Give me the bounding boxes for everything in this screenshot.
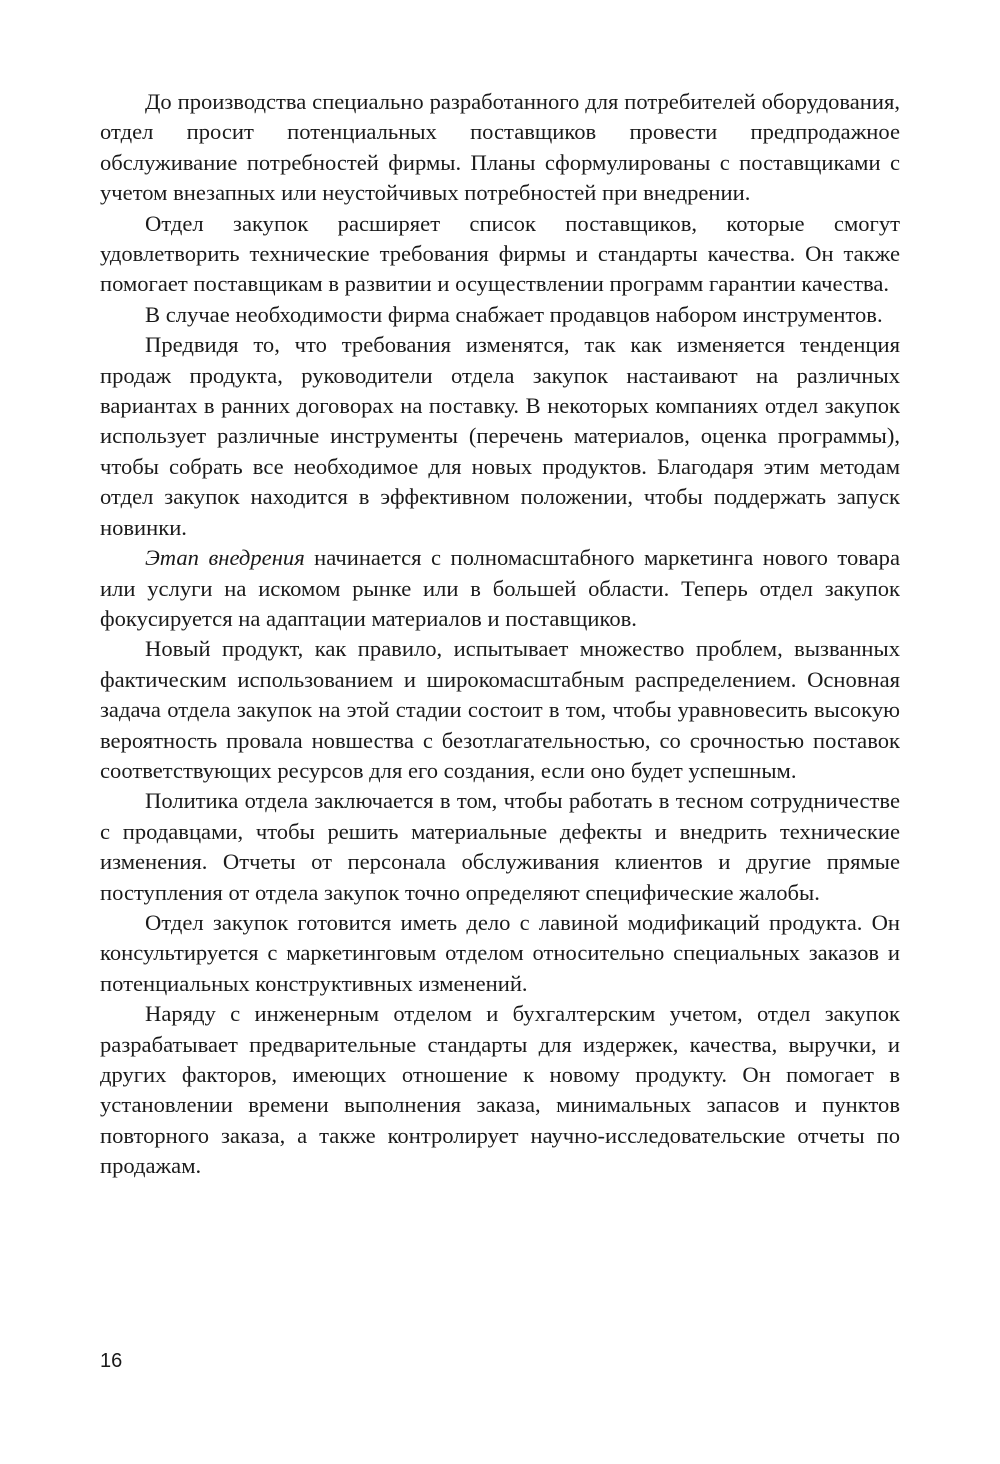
paragraph-4 [100, 330, 900, 543]
paragraph-3-text: В случае необходимости фирма снабжает продавцов набором инструментов. [145, 301, 883, 327]
paragraph-6 [100, 634, 900, 786]
paragraph-8-text: Отдел закупок готовится иметь дело с лавиной модификаций продукта. Он консультируется с маркетинговым отделом относительно специальных заказов и потенциальных конструктивных изменений. [100, 909, 900, 996]
paragraph-8 [100, 908, 900, 999]
paragraph-9-text: Наряду с инженерным отделом и бухгалтерским учетом, отдел закупок разрабатывает предварительные стандарты для издержек, качества, выручки, и других факторов, имеющих отношение к новому продукту. Он помогает в установлении времени выполнения заказа, минимальных запасов и пунктов повторного заказа, а также контролирует научно-исследовательские отчеты по продажам. [100, 1001, 900, 1179]
page-body [100, 87, 900, 1182]
paragraph-7 [100, 786, 900, 908]
page-number: 16 [100, 1350, 123, 1372]
paragraph-6-text: Новый продукт, как правило, испытывает множество проблем, вызванных фактическим использованием и широкомасштабным распределением. Основная задача отдела закупок на этой стадии состоит в том, чтобы уравновесить высокую вероятность провала новшества с безотлагательностью, со срочностью поставок соответствующих ресурсов для его создания, если оно будет успешным. [100, 636, 900, 783]
paragraph-1 [100, 87, 900, 209]
paragraph-5 [100, 543, 900, 634]
paragraph-4-text: Предвидя то, что требования изменятся, так как изменяется тенденция продаж продукта, руководители отдела закупок настаивают на различных вариантах в ранних договорах на поставку. В некоторых компаниях отдел закупок использует различные инструменты (перечень материалов, оценка программы), чтобы собрать все необходимое для новых продуктов. Благодаря этим методам отдел закупок находится в эффективном положении, чтобы поддержать запуск новинки. [100, 332, 900, 540]
paragraph-2 [100, 209, 900, 300]
paragraph-5-italic-term: Этап внедрения [145, 545, 305, 571]
paragraph-3 [100, 300, 900, 330]
paragraph-9 [100, 999, 900, 1181]
paragraph-5-text: начинается с полномасштабного маркетинга нового товара или услуги на искомом рынке или в большей области. Теперь отдел закупок фокусируется на адаптации материалов и поставщиков. [100, 545, 900, 631]
paragraph-1-text: До производства специально разработанного для потребителей оборудования, отдел просит потенциальных поставщиков провести предпродажное обслуживание потребностей фирмы. Планы сформулированы с поставщиками с учетом внезапных или неустойчивых потребностей при внедрении. [100, 89, 900, 206]
paragraph-7-text: Политика отдела заключается в том, чтобы работать в тесном сотрудничестве с продавцами, чтобы решить материальные дефекты и внедрить технические изменения. Отчеты от персонала обслуживания клиентов и другие прямые поступления от отдела закупок точно определяют специфические жалобы. [100, 788, 900, 905]
paragraph-2-text: Отдел закупок расширяет список поставщиков, которые смогут удовлетворить технические требования фирмы и стандарты качества. Он также помогает поставщикам в развитии и осуществлении программ гарантии качества. [100, 210, 900, 297]
